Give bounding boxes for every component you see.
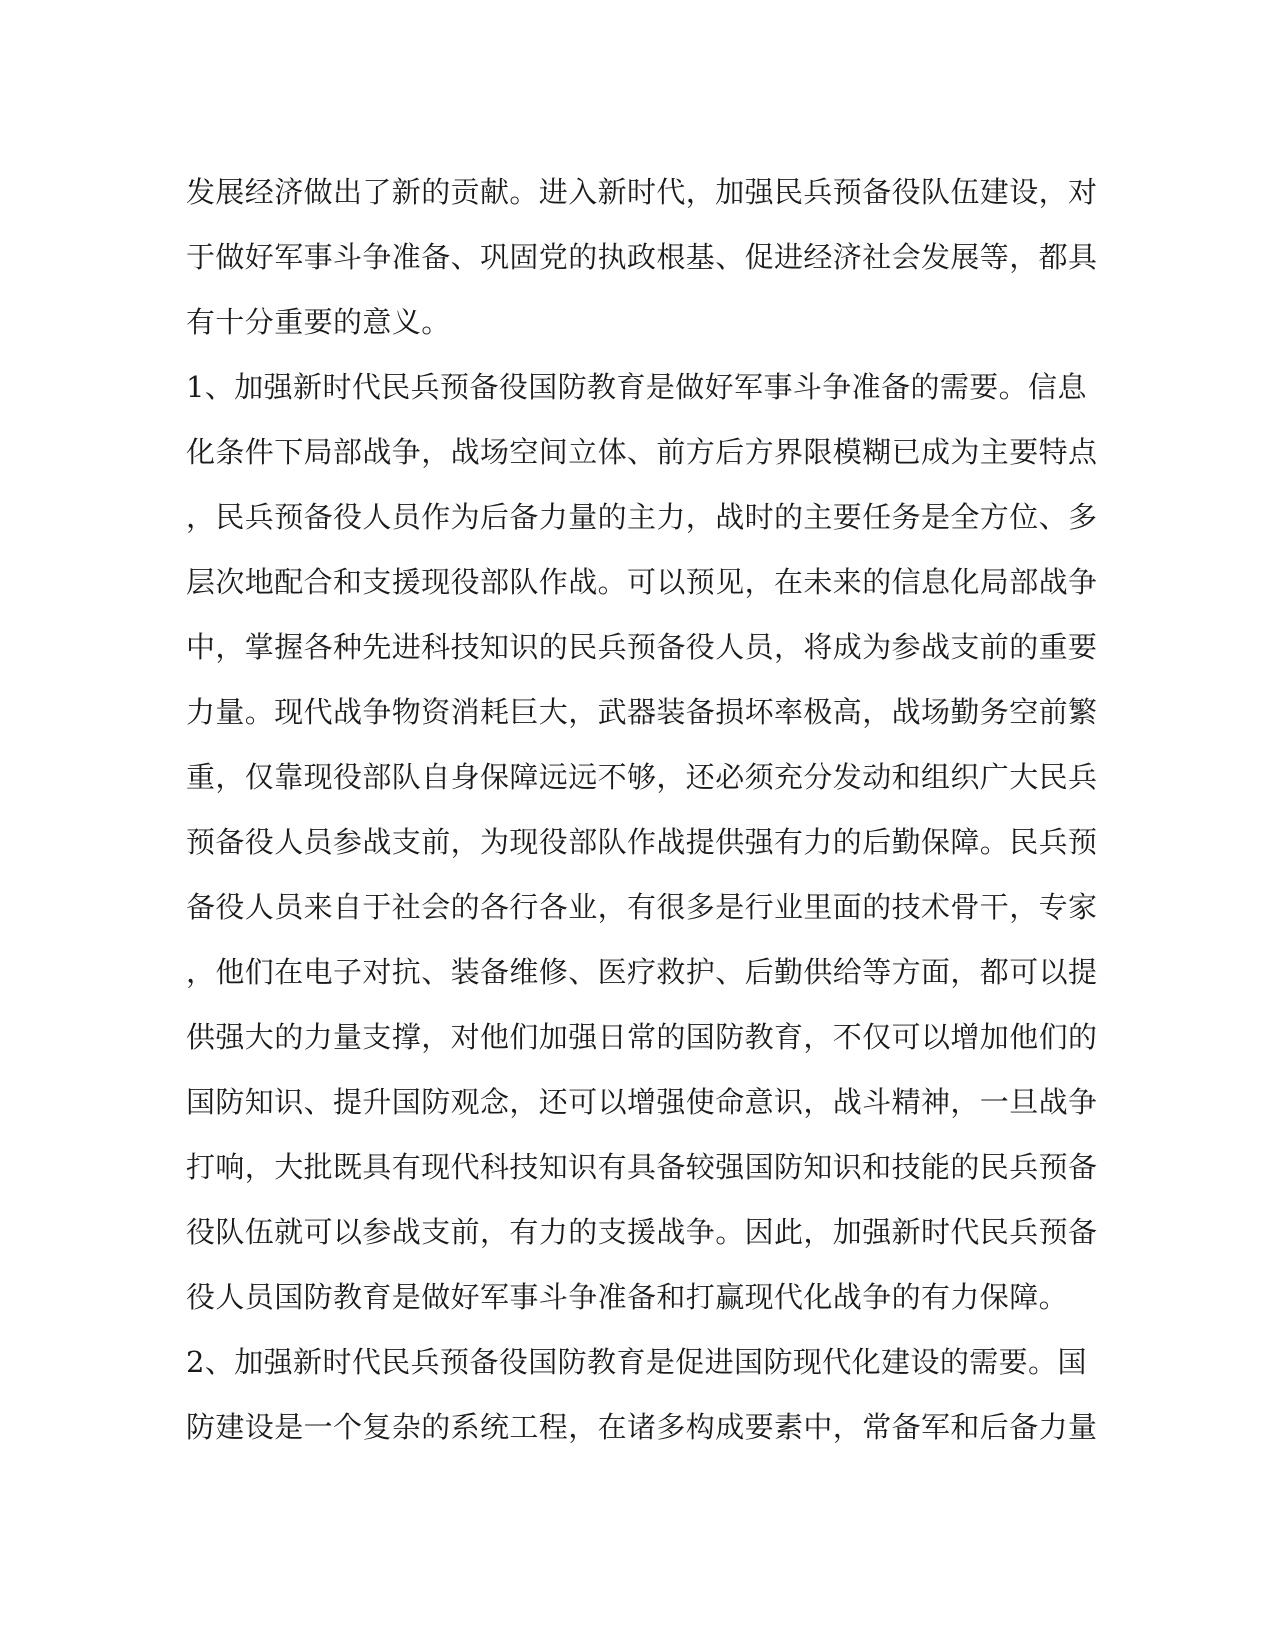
text-line: 供强大的力量支撑，对他们加强日常的国防教育，不仅可以增加他们的 bbox=[186, 1020, 1098, 1054]
text-line: 役队伍就可以参战支前，有力的支援战争。因此，加强新时代民兵预备 bbox=[186, 1215, 1098, 1249]
text-line: ，民兵预备役人员作为后备力量的主力，战时的主要任务是全方位、多 bbox=[186, 500, 1098, 534]
text-line: 2、加强新时代民兵预备役国防教育是促进国防现代化建设的需要。国 bbox=[186, 1345, 1087, 1379]
text-line: 于做好军事斗争准备、巩固党的执政根基、促进经济社会发展等，都具 bbox=[186, 240, 1098, 274]
text-line: 发展经济做出了新的贡献。进入新时代，加强民兵预备役队伍建设，对 bbox=[186, 175, 1098, 209]
text-line: 预备役人员参战支前，为现役部队作战提供强有力的后勤保障。民兵预 bbox=[186, 825, 1098, 859]
text-line: ，他们在电子对抗、装备维修、医疗救护、后勤供给等方面，都可以提 bbox=[186, 955, 1098, 989]
text-line: 层次地配合和支援现役部队作战。可以预见，在未来的信息化局部战争 bbox=[186, 565, 1098, 599]
text-line: 备役人员来自于社会的各行各业，有很多是行业里面的技术骨干，专家 bbox=[186, 890, 1098, 924]
body-text bbox=[186, 160, 1106, 1460]
text-line: 防建设是一个复杂的系统工程，在诸多构成要素中，常备军和后备力量 bbox=[186, 1410, 1098, 1444]
text-line: 打响，大批既具有现代科技知识有具备较强国防知识和技能的民兵预备 bbox=[186, 1150, 1098, 1184]
text-line: 国防知识、提升国防观念，还可以增强使命意识，战斗精神，一旦战争 bbox=[186, 1085, 1098, 1119]
text-line: 中，掌握各种先进科技知识的民兵预备役人员，将成为参战支前的重要 bbox=[186, 630, 1098, 664]
text-line: 役人员国防教育是做好军事斗争准备和打赢现代化战争的有力保障。 bbox=[186, 1280, 1069, 1314]
text-line: 1、加强新时代民兵预备役国防教育是做好军事斗争准备的需要。信息 bbox=[186, 370, 1087, 404]
text-line: 重，仅靠现役部队自身保障远远不够，还必须充分发动和组织广大民兵 bbox=[186, 760, 1098, 794]
text-line: 力量。现代战争物资消耗巨大，武器装备损坏率极高，战场勤务空前繁 bbox=[186, 695, 1098, 729]
text-line: 有十分重要的意义。 bbox=[186, 305, 451, 339]
text-line: 化条件下局部战争，战场空间立体、前方后方界限模糊已成为主要特点 bbox=[186, 435, 1098, 469]
